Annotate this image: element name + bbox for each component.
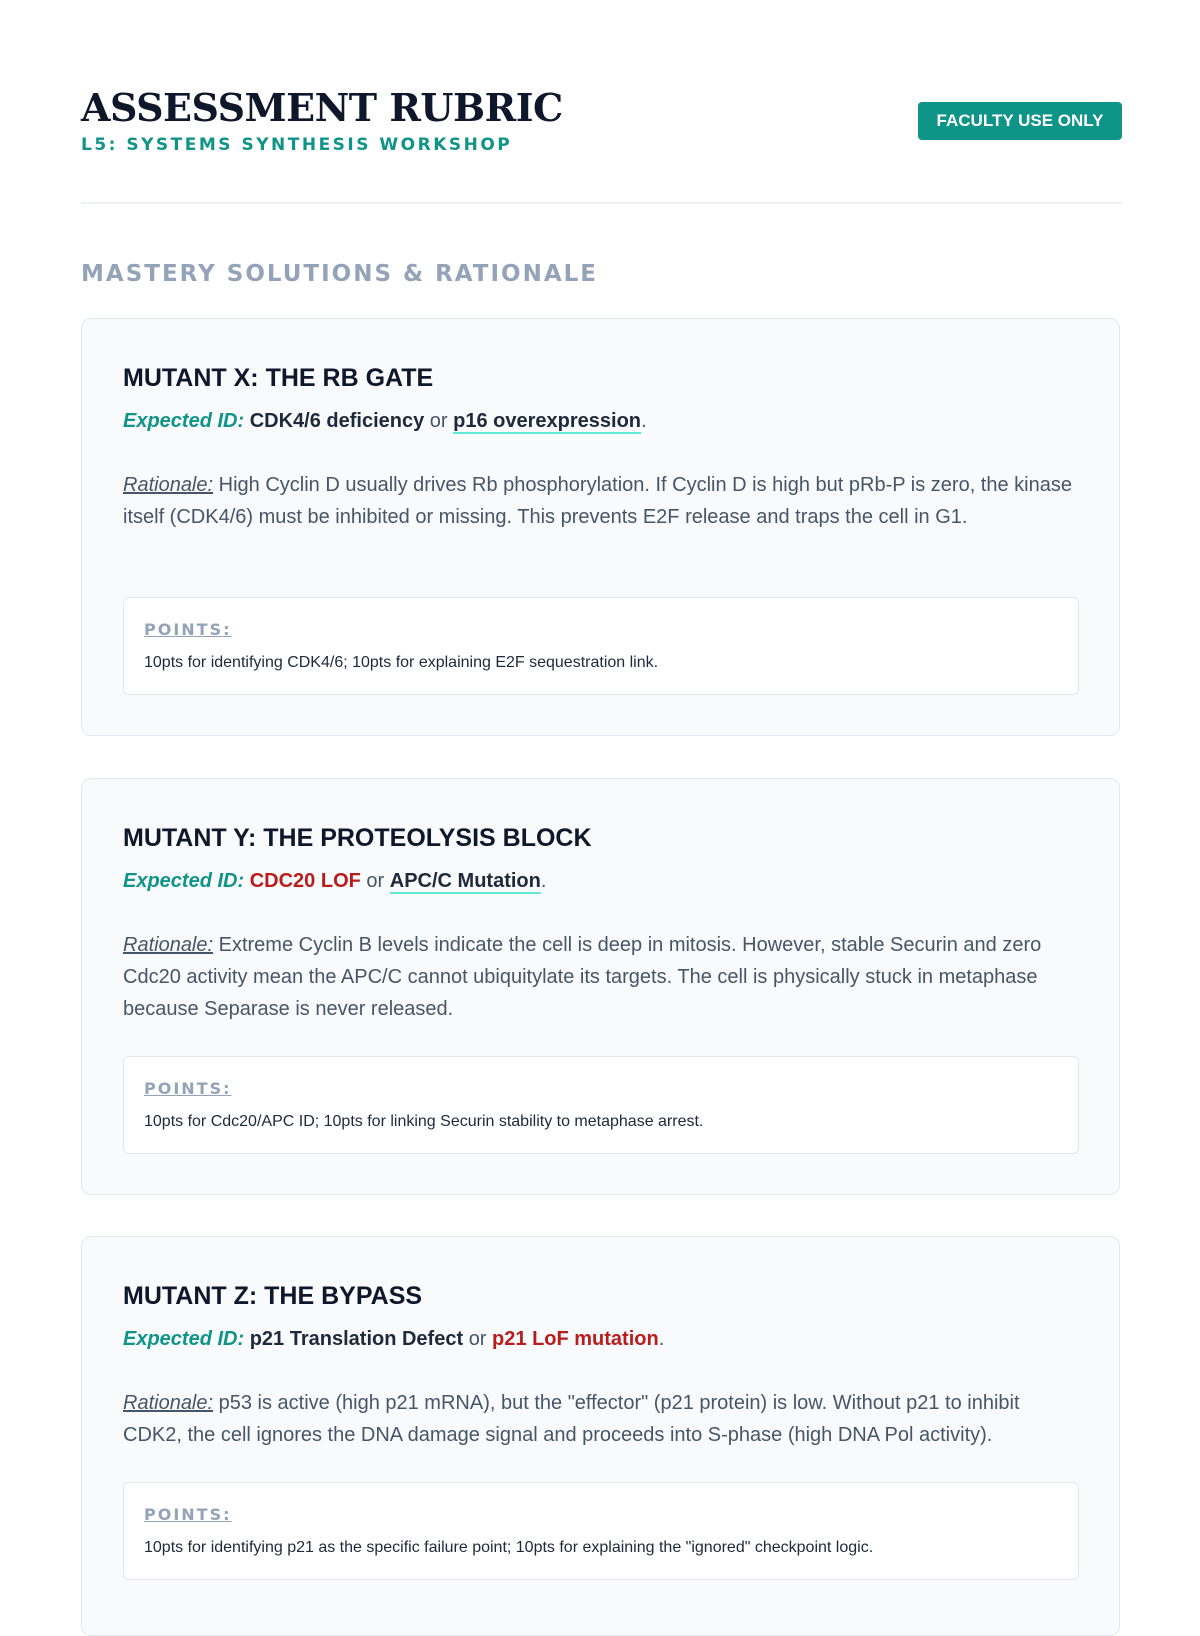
points-text: 10pts for identifying CDK4/6; 10pts for explaining E2F sequestration link. — [144, 654, 659, 671]
expected-id-label: Expected ID: — [123, 870, 245, 892]
mutant-card-y — [81, 778, 1120, 1195]
faculty-badge: FACULTY USE ONLY — [918, 102, 1122, 140]
expected-id-alternate: APC/C Mutation — [389, 870, 541, 892]
points-label: POINTS: — [144, 1079, 232, 1098]
or-word: or — [429, 410, 448, 432]
rationale-text — [123, 1387, 1083, 1451]
mutant-card-z — [81, 1236, 1120, 1636]
expected-id-line — [123, 407, 647, 435]
expected-id-alternate: p16 overexpression — [453, 410, 642, 432]
card-title: MUTANT Z: THE BYPASS — [123, 1282, 423, 1310]
card-title: MUTANT X: THE RB GATE — [123, 364, 434, 392]
rationale-label: Rationale: — [123, 474, 214, 496]
points-text: 10pts for Cdc20/APC ID; 10pts for linking Securin stability to metaphase arrest. — [144, 1113, 704, 1130]
expected-id-label: Expected ID: — [123, 410, 245, 432]
expected-id-primary: CDK4/6 deficiency — [249, 410, 425, 432]
points-label: POINTS: — [144, 620, 232, 639]
expected-id-line — [123, 867, 546, 895]
page-subtitle: L5: SYSTEMS SYNTHESIS WORKSHOP — [81, 135, 513, 155]
section-title: MASTERY SOLUTIONS & RATIONALE — [81, 261, 599, 287]
rationale-label: Rationale: — [123, 934, 214, 956]
rationale-body: Extreme Cyclin B levels indicate the cell is deep in mitosis. However, stable Securin and zero Cdc20 activity mean the APC/C cannot ubiquitylate its targets. The cell is physically stuck in metaphase because Separase is never released. — [123, 934, 1042, 1020]
expected-id-line — [123, 1325, 664, 1353]
points-label: POINTS: — [144, 1505, 232, 1524]
card-title: MUTANT Y: THE PROTEOLYSIS BLOCK — [123, 824, 592, 852]
rationale-body: High Cyclin D usually drives Rb phosphorylation. If Cyclin D is high but pRb-P is zero, the kinase itself (CDK4/6) must be inhibited or missing. This prevents E2F release and traps the cell in G1. — [123, 474, 1072, 528]
expected-id-alternate: p21 LoF mutation — [492, 1328, 659, 1350]
points-box — [123, 597, 1079, 695]
rationale-label: Rationale: — [123, 1392, 214, 1414]
page-header — [81, 86, 1122, 204]
period: . — [641, 410, 647, 432]
points-box — [123, 1482, 1079, 1580]
rationale-body: p53 is active (high p21 mRNA), but the "effector" (p21 protein) is low. Without p21 to inhibit CDK2, the cell ignores the DNA damage signal and proceeds into S-phase (high DNA Pol activity). — [123, 1392, 1020, 1446]
points-text: 10pts for identifying p21 as the specific failure point; 10pts for explaining the "ignored" checkpoint logic. — [144, 1539, 874, 1556]
expected-id-primary: p21 Translation Defect — [249, 1328, 464, 1350]
points-box — [123, 1056, 1079, 1154]
or-word: or — [468, 1328, 487, 1350]
period: . — [658, 1328, 665, 1350]
page-title: ASSESSMENT RUBRIC — [81, 85, 563, 130]
period: . — [540, 870, 547, 892]
rationale-text — [123, 929, 1083, 1025]
or-word: or — [366, 870, 385, 892]
expected-id-primary: CDC20 LOF — [249, 870, 361, 892]
expected-id-label: Expected ID: — [123, 1328, 245, 1350]
mutant-card-x — [81, 318, 1120, 736]
rationale-text — [123, 469, 1083, 533]
